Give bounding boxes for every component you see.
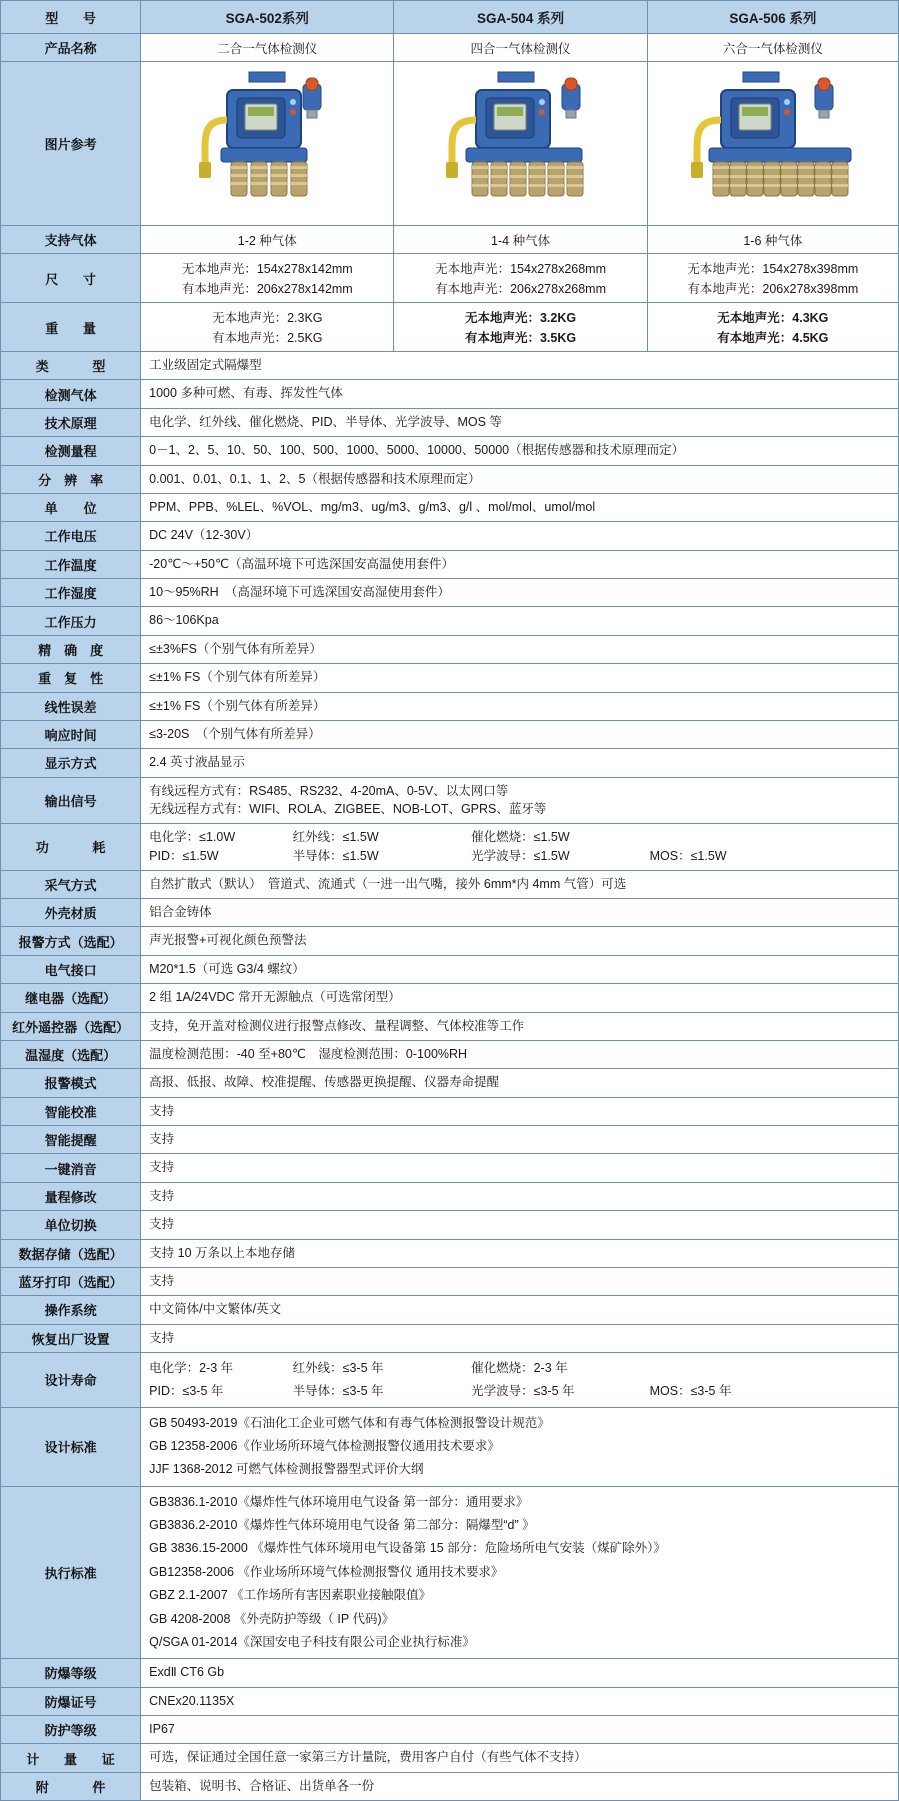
- design-standard-line-1: GB 50493-2019《石油化工企业可燃气体和有毒气体检测报警设计规范》: [149, 1415, 550, 1430]
- product-name-506: 六合一气体检测仪: [647, 34, 898, 62]
- value-power: [141, 824, 899, 871]
- support-gas-502: 1-2 种气体: [141, 226, 394, 254]
- value-principle: 电化学、红外线、催化燃烧、PID、半导体、光学波导、MOS 等: [141, 408, 899, 436]
- table-row-image: [1, 62, 899, 226]
- value-accuracy: ≤±3%FS（个别气体有所差异）: [141, 635, 899, 663]
- weight-506: [647, 303, 898, 352]
- value-electrical-interface: M20*1.5（可选 G3/4 螺纹）: [141, 955, 899, 983]
- table-row-metrology-cert: [1, 1744, 899, 1772]
- label-bluetooth-print: 蓝牙打印（选配）: [1, 1267, 141, 1295]
- value-mute: 支持: [141, 1154, 899, 1182]
- exec-standard-line-4: GB12358-2006 《作业场所环境气体检测报警仪 通用技术要求》: [149, 1564, 504, 1579]
- table-row-electrical-interface: [1, 955, 899, 983]
- size-502-line2: 有本地声光：206x278x142mm: [181, 282, 353, 296]
- value-type: 工业级固定式隔爆型: [141, 352, 899, 380]
- weight-504: [394, 303, 647, 352]
- table-row-product-name: [1, 34, 899, 62]
- model-504: SGA-504 系列: [394, 1, 647, 34]
- exec-standard-line-6: GB 4208-2008 《外壳防护等级（ IP 代码)》: [149, 1611, 395, 1626]
- label-product-name: 产品名称: [1, 34, 141, 62]
- table-row-resolution: [1, 465, 899, 493]
- table-row-range-edit: [1, 1182, 899, 1210]
- label-alarm-mode: 报警模式: [1, 1069, 141, 1097]
- value-alarm-type: 声光报警+可视化颜色预警法: [141, 927, 899, 955]
- label-unit-switch: 单位切换: [1, 1211, 141, 1239]
- value-sampling: 自然扩散式（默认） 管道式、流通式（一进一出气嘴，接外 6mm*内 4mm 气管）可选: [141, 870, 899, 898]
- value-resolution: 0.001、0.01、0.1、1、2、5（根据传感器和技术原理而定）: [141, 465, 899, 493]
- design-standard-line-2: GB 12358-2006《作业场所环境气体检测报警仪通用技术要求》: [149, 1438, 500, 1453]
- value-display: 2.4 英寸液晶显示: [141, 749, 899, 777]
- table-row-shell-material: [1, 899, 899, 927]
- value-temp-humidity-option: 温度检测范围：-40 至+80℃ 湿度检测范围：0-100%RH: [141, 1040, 899, 1068]
- model-506: SGA-506 系列: [647, 1, 898, 34]
- life-line1: [149, 1357, 890, 1380]
- table-row-factory-reset: [1, 1324, 899, 1352]
- life-optical: 光学波导：≤3-5 年: [471, 1383, 575, 1398]
- value-accessories: 包装箱、说明书、合格证、出货单各一份: [141, 1772, 899, 1800]
- label-mute: 一键消音: [1, 1154, 141, 1182]
- size-504-line1: 无本地声光：154x278x268mm: [435, 262, 607, 276]
- product-name-502: 二合一气体检测仪: [141, 34, 394, 62]
- label-ir-remote: 红外遥控器（选配）: [1, 1012, 141, 1040]
- table-row-accessories: [1, 1772, 899, 1800]
- label-support-gas: 支持气体: [1, 226, 141, 254]
- table-row-humidity: [1, 579, 899, 607]
- output-signal-wired: 有线远程方式有：RS485、RS232、4-20mA、0-5V、以太网口等: [149, 783, 509, 798]
- power-line1: [149, 828, 890, 847]
- value-exec-standard: [141, 1486, 899, 1659]
- value-range-edit: 支持: [141, 1182, 899, 1210]
- table-row-sampling: [1, 870, 899, 898]
- table-row-detect-gas: [1, 380, 899, 408]
- life-mos: MOS：≤3-5 年: [649, 1383, 732, 1398]
- value-ir-remote: 支持，免开盖对检测仪进行报警点修改、量程调整、气体校准等工作: [141, 1012, 899, 1040]
- support-gas-504: 1-4 种气体: [394, 226, 647, 254]
- label-unit: 单 位: [1, 493, 141, 521]
- value-smart-reminder: 支持: [141, 1126, 899, 1154]
- table-row-ir-remote: [1, 1012, 899, 1040]
- gas-detector-icon: [187, 68, 347, 216]
- weight-506-line1: 无本地声光：4.3KG: [717, 311, 829, 325]
- table-row-unit-switch: [1, 1211, 899, 1239]
- exec-standard-line-2: GB3836.2-2010《爆炸性气体环境用电气设备 第二部分：隔爆型“d” 》: [149, 1518, 535, 1532]
- label-accuracy: 精 确 度: [1, 635, 141, 663]
- table-row-range: [1, 437, 899, 465]
- label-output-signal: 输出信号: [1, 777, 141, 824]
- label-size: 尺 寸: [1, 254, 141, 303]
- size-502-line1: 无本地声光：154x278x142mm: [181, 262, 353, 276]
- label-temp-humidity-option: 温湿度（选配）: [1, 1040, 141, 1068]
- device-image-504: [394, 62, 647, 226]
- gas-detector-icon: [426, 68, 616, 216]
- label-linearity: 线性误差: [1, 692, 141, 720]
- label-electrical-interface: 电气接口: [1, 955, 141, 983]
- life-pid: PID：≤3-5 年: [149, 1383, 224, 1398]
- value-detect-gas: 1000 多种可燃、有毒、挥发性气体: [141, 380, 899, 408]
- value-ip-grade: IP67: [141, 1716, 899, 1744]
- value-metrology-cert: 可选，保证通过全国任意一家第三方计量院，费用客户自付（有些气体不支持）: [141, 1744, 899, 1772]
- power-infrared: 红外线：≤1.5W: [292, 830, 379, 845]
- power-mos: MOS：≤1.5W: [649, 848, 727, 863]
- table-row-ip-grade: [1, 1716, 899, 1744]
- power-optical: 光学波导：≤1.5W: [471, 848, 570, 863]
- table-row-design-life: [1, 1353, 899, 1408]
- label-ex-grade: 防爆等级: [1, 1659, 141, 1687]
- label-temperature: 工作温度: [1, 550, 141, 578]
- value-shell-material: 铝合金铸体: [141, 899, 899, 927]
- exec-standard-line-1: GB3836.1-2010《爆炸性气体环境用电气设备 第一部分：通用要求》: [149, 1494, 529, 1509]
- table-row-principle: [1, 408, 899, 436]
- value-voltage: DC 24V（12-30V）: [141, 522, 899, 550]
- label-smart-calibration: 智能校准: [1, 1097, 141, 1125]
- gas-detector-icon: [665, 68, 880, 216]
- label-sampling: 采气方式: [1, 870, 141, 898]
- table-row-voltage: [1, 522, 899, 550]
- value-linearity: ≤±1% FS（个别气体有所差异）: [141, 692, 899, 720]
- value-unit: PPM、PPB、%LEL、%VOL、mg/m3、ug/m3、g/m3、g/l 、mol/mol、umol/mol: [141, 493, 899, 521]
- size-502: [141, 254, 394, 303]
- label-accessories: 附 件: [1, 1772, 141, 1800]
- label-relay: 继电器（选配）: [1, 984, 141, 1012]
- label-os: 操作系统: [1, 1296, 141, 1324]
- label-design-standard: 设计标准: [1, 1407, 141, 1486]
- table-row-exec-standard: [1, 1486, 899, 1659]
- label-weight: 重 量: [1, 303, 141, 352]
- label-ex-cert: 防爆证号: [1, 1687, 141, 1715]
- value-smart-calibration: 支持: [141, 1097, 899, 1125]
- size-506-line1: 无本地声光：154x278x398mm: [687, 262, 859, 276]
- label-resolution: 分 辨 率: [1, 465, 141, 493]
- power-line2: [149, 847, 890, 866]
- table-row-linearity: [1, 692, 899, 720]
- table-row-display: [1, 749, 899, 777]
- label-voltage: 工作电压: [1, 522, 141, 550]
- table-row-support-gas: [1, 226, 899, 254]
- label-response-time: 响应时间: [1, 720, 141, 748]
- value-repeatability: ≤±1% FS（个别气体有所差异）: [141, 664, 899, 692]
- exec-standard-line-7: Q/SGA 01-2014《深国安电子科技有限公司企业执行标准》: [149, 1634, 475, 1649]
- label-design-life: 设计寿命: [1, 1353, 141, 1408]
- table-row-bluetooth-print: [1, 1267, 899, 1295]
- table-row-weight: [1, 303, 899, 352]
- label-principle: 技术原理: [1, 408, 141, 436]
- value-ex-cert: CNEx20.1135X: [141, 1687, 899, 1715]
- exec-standard-line-5: GBZ 2.1-2007 《工作场所有害因素职业接触限值》: [149, 1588, 432, 1603]
- table-row-unit: [1, 493, 899, 521]
- label-metrology-cert: 计 量 证: [1, 1744, 141, 1772]
- value-pressure: 86～106Kpa: [141, 607, 899, 635]
- value-data-storage: 支持 10 万条以上本地存储: [141, 1239, 899, 1267]
- output-signal-wireless: 无线远程方式有：WIFI、ROLA、ZIGBEE、NOB-LOT、GPRS、蓝牙等: [149, 802, 547, 817]
- size-506-line2: 有本地声光：206x278x398mm: [687, 282, 859, 296]
- power-pid: PID：≤1.5W: [149, 848, 219, 863]
- value-ex-grade: ExdⅡ CT6 Gb: [141, 1659, 899, 1687]
- table-row-smart-calibration: [1, 1097, 899, 1125]
- label-alarm-type: 报警方式（选配）: [1, 927, 141, 955]
- life-semiconductor: 半导体：≤3-5 年: [292, 1383, 384, 1398]
- size-504: [394, 254, 647, 303]
- label-range: 检测量程: [1, 437, 141, 465]
- life-catalytic: 催化燃烧：2-3 年: [471, 1361, 568, 1375]
- value-design-life: [141, 1353, 899, 1408]
- table-row-size: [1, 254, 899, 303]
- label-ip-grade: 防护等级: [1, 1716, 141, 1744]
- weight-506-line2: 有本地声光：4.5KG: [717, 331, 829, 345]
- life-infrared: 红外线：≤3-5 年: [292, 1361, 384, 1375]
- table-row-repeatability: [1, 664, 899, 692]
- exec-standard-line-3: GB 3836.15-2000 《爆炸性气体环境用电气设备第 15 部分：危险场所电气安装（煤矿除外）》: [149, 1541, 666, 1556]
- weight-502-line1: 无本地声光：2.3KG: [212, 311, 323, 325]
- table-row-pressure: [1, 607, 899, 635]
- value-unit-switch: 支持: [141, 1211, 899, 1239]
- table-row-mute: [1, 1154, 899, 1182]
- design-standard-line-3: JJF 1368-2012 可燃气体检测报警器型式评价大纲: [149, 1462, 424, 1477]
- table-row-accuracy: [1, 635, 899, 663]
- table-row-ex-cert: [1, 1687, 899, 1715]
- value-relay: 2 组 1A/24VDC 常开无源触点（可选常闭型）: [141, 984, 899, 1012]
- weight-504-line2: 有本地声光：3.5KG: [464, 331, 577, 345]
- label-exec-standard: 执行标准: [1, 1486, 141, 1659]
- table-row-temperature: [1, 550, 899, 578]
- weight-502-line2: 有本地声光：2.5KG: [212, 331, 323, 345]
- label-shell-material: 外壳材质: [1, 899, 141, 927]
- value-temperature: -20℃～+50℃（高温环境下可选深国安高温使用套件）: [141, 550, 899, 578]
- table-row-alarm-mode: [1, 1069, 899, 1097]
- value-alarm-mode: 高报、低报、故障、校准提醒、传感器更换提醒、仪器寿命提醒: [141, 1069, 899, 1097]
- label-image-ref: 图片参考: [1, 62, 141, 226]
- table-row-power: [1, 824, 899, 871]
- label-power: 功 耗: [1, 824, 141, 871]
- label-model: 型 号: [1, 1, 141, 34]
- table-row-model: [1, 1, 899, 34]
- model-502: SGA-502系列: [141, 1, 394, 34]
- life-electrochemical: 电化学：2-3 年: [149, 1361, 234, 1375]
- table-row-alarm-type: [1, 927, 899, 955]
- weight-504-line1: 无本地声光：3.2KG: [464, 311, 577, 325]
- value-range: 0－1、2、5、10、50、100、500、1000、5000、10000、50000（根据传感器和技术原理而定）: [141, 437, 899, 465]
- support-gas-506: 1-6 种气体: [647, 226, 898, 254]
- size-506: [647, 254, 898, 303]
- table-row-os: [1, 1296, 899, 1324]
- label-humidity: 工作湿度: [1, 579, 141, 607]
- power-semiconductor: 半导体：≤1.5W: [292, 848, 379, 863]
- label-type: 类 型: [1, 352, 141, 380]
- device-image-506: [647, 62, 898, 226]
- life-line2: [149, 1380, 890, 1403]
- value-response-time: ≤3-20S （个别气体有所差异）: [141, 720, 899, 748]
- label-range-edit: 量程修改: [1, 1182, 141, 1210]
- product-name-504: 四合一气体检测仪: [394, 34, 647, 62]
- table-row-design-standard: [1, 1407, 899, 1486]
- size-504-line2: 有本地声光：206x278x268mm: [435, 282, 607, 296]
- table-row-temp-humidity-option: [1, 1040, 899, 1068]
- label-pressure: 工作压力: [1, 607, 141, 635]
- value-os: 中文简体/中文繁体/英文: [141, 1296, 899, 1324]
- value-output-signal: [141, 777, 899, 824]
- label-smart-reminder: 智能提醒: [1, 1126, 141, 1154]
- power-electrochemical: 电化学：≤1.0W: [149, 830, 236, 845]
- label-display: 显示方式: [1, 749, 141, 777]
- label-factory-reset: 恢复出厂设置: [1, 1324, 141, 1352]
- value-design-standard: [141, 1407, 899, 1486]
- value-humidity: 10～95%RH （高湿环境下可选深国安高湿使用套件）: [141, 579, 899, 607]
- table-row-smart-reminder: [1, 1126, 899, 1154]
- value-factory-reset: 支持: [141, 1324, 899, 1352]
- label-repeatability: 重 复 性: [1, 664, 141, 692]
- weight-502: [141, 303, 394, 352]
- table-row-type: [1, 352, 899, 380]
- table-row-response-time: [1, 720, 899, 748]
- value-bluetooth-print: 支持: [141, 1267, 899, 1295]
- table-row-ex-grade: [1, 1659, 899, 1687]
- label-data-storage: 数据存储（选配）: [1, 1239, 141, 1267]
- label-detect-gas: 检测气体: [1, 380, 141, 408]
- device-image-502: [141, 62, 394, 226]
- table-row-output-signal: [1, 777, 899, 824]
- table-row-relay: [1, 984, 899, 1012]
- table-row-data-storage: [1, 1239, 899, 1267]
- power-catalytic: 催化燃烧：≤1.5W: [471, 830, 570, 845]
